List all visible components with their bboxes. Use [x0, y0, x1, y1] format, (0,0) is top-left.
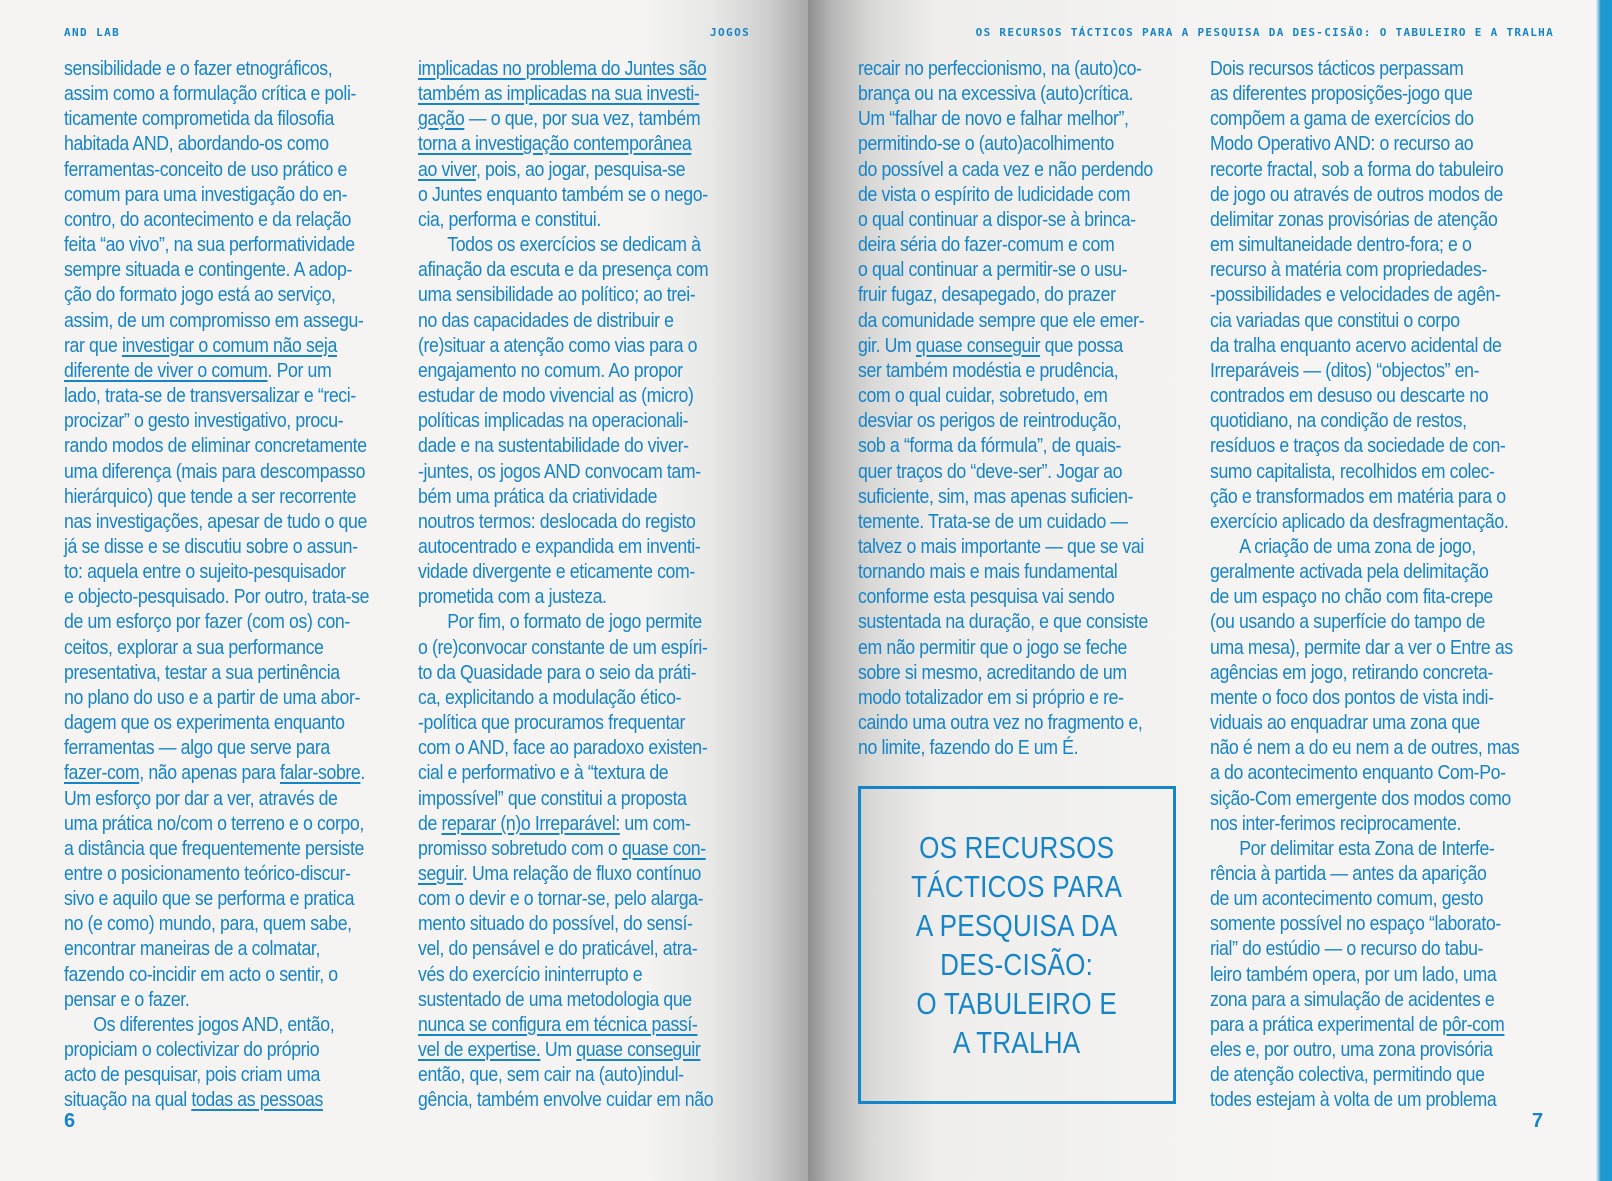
- text-line: gência, também envolve cuidar em não: [418, 1088, 714, 1112]
- underlined-phrase: torna a investigação contemporânea: [418, 132, 692, 156]
- text-line: tornando mais e mais fundamental: [858, 560, 1118, 584]
- text-line: com o AND, face ao paradoxo existen-: [418, 736, 708, 760]
- text-line: contro, do acontecimento e da relação: [64, 207, 351, 231]
- text-line: quotidiano, na condição de restos,: [1210, 409, 1467, 433]
- underlined-phrase: investigar o comum não seja: [121, 333, 337, 357]
- text-line: comum para uma investigação do en-: [64, 182, 348, 206]
- page-number-right: 7: [1532, 1110, 1544, 1132]
- section-title-line: A TRALHA: [953, 1025, 1081, 1060]
- text-line: em simultaneidade dentro-fora; e o: [1210, 233, 1472, 257]
- text-line: uma diferença (mais para descompasso: [64, 459, 366, 483]
- text-line: então, que, sem cair na (auto)indul-: [418, 1063, 684, 1087]
- text-run: .: [360, 761, 365, 785]
- text-line: engajamento no comum. Ao propor: [418, 358, 683, 382]
- text-line: [418, 131, 713, 156]
- text-line: compõem a gama de exercícios do: [1210, 107, 1474, 131]
- underlined-phrase: reparar (n)o Irreparável:: [441, 811, 620, 835]
- text-line: agências em jogo, retirando concreta-: [1210, 660, 1493, 684]
- section-title-line: TÁCTICOS PARA: [911, 869, 1123, 904]
- text-line: assim como a formulação crítica e poli-: [64, 82, 357, 106]
- text-line: de um acontecimento comum, gesto: [1210, 887, 1484, 911]
- text-line: a distância que frequentemente persiste: [64, 836, 364, 860]
- section-title: [911, 828, 1122, 1062]
- underlined-phrase: fazer-com: [64, 761, 140, 785]
- underlined-phrase: vel de expertise.: [418, 1038, 541, 1062]
- text-line: permitindo-se o (auto)acolhimento: [858, 132, 1114, 156]
- text-line: cia variadas que constitui o corpo: [1210, 308, 1460, 332]
- text-line: [418, 81, 713, 106]
- text-line: do possível a cada vez e não perdendo: [858, 157, 1153, 181]
- text-run: rar que: [64, 333, 122, 357]
- text-line: no plano do uso e a partir de uma abor-: [64, 685, 361, 709]
- text-run: , não apenas para: [139, 761, 280, 785]
- text-line: autocentrado e expandida em inventi-: [418, 534, 701, 558]
- text-line: sob a “forma da fórmula”, de quais-: [858, 434, 1122, 458]
- text-line: vidade divergente e eticamente com-: [418, 560, 695, 584]
- text-line: rial” do estúdio — o recurso do tabu-: [1210, 937, 1484, 961]
- text-line: propiciam o colectivizar do próprio: [64, 1038, 320, 1062]
- text-line: presentativa, testar a sua pertinência: [64, 660, 340, 684]
- text-run: de: [418, 811, 442, 835]
- text-line: geralmente activada pela delimitação: [1210, 560, 1489, 584]
- text-line: [64, 358, 369, 383]
- text-line: recair no perfeccionismo, na (auto)co-: [858, 57, 1142, 80]
- text-line: Um esforço por dar a ver, através de: [64, 786, 338, 810]
- text-line: Um “falhar de novo e falhar melhor”,: [858, 107, 1129, 131]
- text-line: noutros termos: deslocada do registo: [418, 509, 696, 533]
- text-line: da comunidade sempre que ele emer-: [858, 308, 1145, 332]
- text-line: eles e, por outro, uma zona provisória: [1210, 1038, 1493, 1062]
- text-line: sustentada na duração, e que consiste: [858, 610, 1148, 634]
- text-line: [1210, 1012, 1519, 1037]
- text-line: desviar os perigos de reintrodução,: [858, 409, 1122, 433]
- text-line: mente o foco dos pontos de vista indi-: [1210, 685, 1494, 709]
- text-line: quer traços do “deve-ser”. Jogar ao: [858, 459, 1123, 483]
- text-line: todes estejam à volta de um problema: [1210, 1088, 1497, 1112]
- text-line: talvez o mais importante — que se vai: [858, 534, 1144, 558]
- text-line: [418, 811, 713, 836]
- text-line: encontrar maneiras de a colmatar,: [64, 937, 320, 961]
- text-line: (ou usando a superfície do tampo de: [1210, 610, 1485, 634]
- text-line: sustentado de uma metodologia que: [418, 987, 692, 1011]
- text-line: já se disse e se discutiu sobre o assun-: [64, 534, 358, 558]
- text-line: viduais ao enquadrar uma zona que: [1210, 711, 1480, 735]
- text-line: uma mesa), permite dar a ver o Entre as: [1210, 635, 1513, 659]
- text-line: temente. Trata-se de um cuidado —: [858, 509, 1128, 533]
- text-line: dagem que os experimenta enquanto: [64, 711, 345, 735]
- text-line: Dois recursos tácticos perpassam: [1210, 57, 1464, 80]
- text-line: rência à partida — antes da aparição: [1210, 862, 1487, 885]
- underlined-phrase: ao viver: [418, 157, 476, 181]
- text-line: sempre situada e contingente. A adop-: [64, 258, 352, 282]
- text-line: dade e na sustentabilidade do viver-: [418, 434, 689, 458]
- text-column-1: [64, 56, 369, 1113]
- text-run: , pois, ao jogar, pesquisa-se: [475, 157, 686, 181]
- text-line: o Juntes enquanto também se o nego-: [418, 182, 708, 206]
- text-line: [418, 157, 713, 182]
- text-line: políticas implicadas na operacionali-: [418, 409, 689, 433]
- text-run: que possa: [1040, 333, 1123, 357]
- text-line: leiro também opera, por um lado, uma: [1210, 962, 1497, 986]
- text-line: vel, do pensável e do praticável, atra-: [418, 937, 698, 961]
- text-line: ca, explicitando a modulação ético-: [418, 685, 682, 709]
- text-run: promisso sobretudo com o: [418, 836, 622, 860]
- text-line: ção e transformados em matéria para o: [1210, 484, 1506, 508]
- text-run: . Por um: [267, 358, 332, 382]
- underlined-phrase: diferente de viver o comum: [64, 358, 268, 382]
- text-run: situação na qual: [64, 1088, 192, 1112]
- text-line: [858, 333, 1153, 358]
- text-line: ção do formato jogo está ao serviço,: [64, 283, 336, 307]
- text-line: [418, 1037, 713, 1062]
- text-run: — o que, por sua vez, também: [464, 107, 701, 131]
- text-line: habitada AND, abordando-os como: [64, 132, 329, 156]
- text-line: uma sensibilidade ao político; ao trei-: [418, 283, 696, 307]
- underlined-phrase: implicadas no problema do Juntes são: [418, 57, 707, 80]
- text-column-3: [858, 56, 1153, 760]
- text-line: em não permitir que o jogo se feche: [858, 635, 1128, 659]
- underlined-phrase: nunca se configura em técnica passí-: [418, 1012, 698, 1036]
- text-line: exercício aplicado da desfragmentação.: [1210, 509, 1509, 533]
- text-line: não é nem a do eu nem a de outres, mas: [1210, 736, 1520, 760]
- section-title-line: O TABULEIRO E: [916, 986, 1118, 1021]
- text-line: acto de pesquisar, pois criam uma: [64, 1063, 320, 1087]
- text-line: de um esforço por fazer (com os) con-: [64, 610, 350, 634]
- text-line: [418, 861, 713, 886]
- text-line: ferramentas — algo que serve para: [64, 736, 330, 760]
- text-line: uma prática no/com o terreno e o corpo,: [64, 811, 364, 835]
- underlined-phrase: falar-sobre: [279, 761, 361, 785]
- text-line: [64, 760, 369, 785]
- text-line: com o devir e o tornar-se, pelo alarga-: [418, 887, 704, 911]
- text-run: gir. Um: [858, 333, 916, 357]
- text-line: prometida com a justeza.: [418, 585, 607, 609]
- text-line: bém uma prática da criatividade: [418, 484, 658, 508]
- text-run: Um: [540, 1038, 577, 1062]
- text-run: . Uma relação de fluxo contínuo: [462, 862, 702, 885]
- underlined-phrase: seguir: [418, 862, 463, 885]
- text-run: para a prática experimental de: [1210, 1012, 1443, 1036]
- text-line: to da Quasidade para o seio da práti-: [418, 660, 697, 684]
- underlined-phrase: todas as pessoas: [191, 1088, 323, 1112]
- text-line: nas investigações, apesar de tudo o que: [64, 509, 367, 533]
- text-line: o qual continuar a permitir-se o usu-: [858, 258, 1128, 282]
- text-line: Irreparáveis — (ditos) “objectos” en-: [1210, 358, 1480, 382]
- section-title-line: DES-CISÃO:: [940, 947, 1094, 982]
- text-line: mento situado do possível, do sensí-: [418, 912, 693, 936]
- page-number-left: 6: [64, 1110, 76, 1132]
- text-line: procizar” o gesto investigativo, procu-: [64, 409, 344, 433]
- underlined-phrase: gação: [418, 107, 465, 131]
- text-line: vés do exercício ininterrupto e: [418, 962, 643, 986]
- text-run: um com-: [619, 811, 691, 835]
- text-line: e objecto-pesquisado. Por outro, trata-se: [64, 585, 370, 609]
- text-line: [418, 56, 713, 81]
- running-head-chapter: OS RECURSOS TÁCTICOS PARA A PESQUISA DA DES-CISÃO: O TABULEIRO E A TRALHA: [975, 26, 1554, 39]
- text-line: da tralha enquanto acervo acidental de: [1210, 333, 1502, 357]
- text-line: nos inter-ferimos reciprocamente.: [1210, 811, 1462, 835]
- running-head-left: AND LAB: [64, 26, 121, 39]
- text-line: [64, 1087, 369, 1112]
- text-line: sumo capitalista, recolhidos em colec-: [1210, 459, 1495, 483]
- text-line: estudar de modo vivencial as (micro): [418, 384, 694, 408]
- text-line: as diferentes proposições-jogo que: [1210, 82, 1473, 106]
- text-line: ceitos, explorar a sua performance: [64, 635, 324, 659]
- text-line: cial e performativo e à “textura de: [418, 761, 669, 785]
- text-line: Os diferentes jogos AND, então,: [93, 1012, 335, 1036]
- text-line: impossível” que constitui a proposta: [418, 786, 687, 810]
- text-line: o qual continuar a dispor-se à brinca-: [858, 207, 1136, 231]
- text-line: (re)situar a atenção como vias para o: [418, 333, 698, 357]
- text-line: to: aquela entre o sujeito-pesquisador: [64, 560, 346, 584]
- text-line: de jogo ou através de outros modos de: [1210, 182, 1503, 206]
- text-line: deira séria do fazer-comum e com: [858, 233, 1115, 257]
- text-line: de vista o espírito de ludicidade com: [858, 182, 1131, 206]
- text-line: hierárquico) que tende a ser recorrente: [64, 484, 357, 508]
- text-line: feita “ao vivo”, na sua performatividade: [64, 233, 355, 257]
- text-line: ferramentas-conceito de uso prático e: [64, 157, 347, 181]
- text-line: de atenção colectiva, permitindo que: [1210, 1063, 1485, 1087]
- text-line: somente possível no espaço “laborato-: [1210, 912, 1501, 936]
- text-line: -juntes, os jogos AND convocam tam-: [418, 459, 701, 483]
- text-line: A criação de uma zona de jogo,: [1239, 534, 1476, 558]
- text-line: fruir fugaz, desapegado, do prazer: [858, 283, 1116, 307]
- text-line: lado, trata-se de transversalizar e “reci-: [64, 384, 356, 408]
- text-line: contrados em desuso ou descarte no: [1210, 384, 1489, 408]
- text-line: o (re)convocar constante de um espíri-: [418, 635, 708, 659]
- text-line: Por fim, o formato de jogo permite: [447, 610, 702, 634]
- text-line: fazendo co-incidir em acto o sentir, o: [64, 962, 338, 986]
- text-line: zona para a simulação de acidentes e: [1210, 987, 1495, 1011]
- section-title-box: [858, 786, 1176, 1104]
- text-line: de um espaço no chão com fita-crepe: [1210, 585, 1493, 609]
- text-line: delimitar zonas provisórias de atenção: [1210, 207, 1498, 231]
- text-line: -possibilidades e velocidades de agên-: [1210, 283, 1501, 307]
- text-line: Modo Operativo AND: o recurso ao: [1210, 132, 1474, 156]
- text-line: cia, performa e constitui.: [418, 207, 601, 231]
- text-line: suficiente, sim, mas apenas suficien-: [858, 484, 1134, 508]
- text-line: recorte fractal, sob a forma do tabuleiro: [1210, 157, 1504, 181]
- text-column-2: [418, 56, 713, 1113]
- section-title-line: OS RECURSOS: [919, 830, 1115, 865]
- text-line: ticamente comprometida da filosofia: [64, 107, 334, 131]
- underlined-phrase: quase conseguir: [915, 333, 1041, 357]
- text-line: [64, 333, 369, 358]
- text-line: sivo e aquilo que se performa e pratica: [64, 887, 355, 911]
- text-column-4: [1210, 56, 1519, 1113]
- text-line: caindo uma outra vez no fragmento e,: [858, 711, 1143, 735]
- text-line: Por delimitar esta Zona de Interfe-: [1239, 836, 1495, 860]
- text-line: brança ou na excessiva (auto)crítica.: [858, 82, 1134, 106]
- text-line: recurso à matéria com propriedades-: [1210, 258, 1487, 282]
- running-head-section: JOGOS: [710, 26, 751, 39]
- text-line: a do acontecimento enquanto Com-Po-: [1210, 761, 1506, 785]
- underlined-phrase: quase con-: [621, 836, 706, 860]
- text-line: entre o posicionamento teórico-discur-: [64, 862, 351, 885]
- text-line: pensar e o fazer.: [64, 987, 190, 1011]
- text-line: [418, 106, 713, 131]
- text-line: sensibilidade e o fazer etnográficos,: [64, 57, 333, 80]
- text-line: no (e como) mundo, para, quem sabe,: [64, 912, 352, 936]
- text-line: Todos os exercícios se dedicam à: [447, 233, 701, 257]
- text-line: com o qual cuidar, sobretudo, em: [858, 384, 1108, 408]
- text-line: ser também modéstia e prudência,: [858, 358, 1119, 382]
- text-line: resíduos e traços da sociedade de con-: [1210, 434, 1506, 458]
- underlined-phrase: pôr-com: [1442, 1012, 1505, 1036]
- text-line: [418, 1012, 713, 1037]
- section-title-line: A PESQUISA DA: [916, 908, 1118, 943]
- text-line: modo totalizador em si próprio e re-: [858, 685, 1124, 709]
- text-line: -política que procuramos frequentar: [418, 711, 686, 735]
- text-line: assim, de um compromisso em assegu-: [64, 308, 364, 332]
- text-line: conforme esta pesquisa vai sendo: [858, 585, 1115, 609]
- text-line: sição-Com emergente dos modos como: [1210, 786, 1511, 810]
- text-line: no limite, fazendo do E um É.: [858, 736, 1079, 760]
- text-line: rando modos de eliminar concretamente: [64, 434, 367, 458]
- text-line: afinação da escuta e da presença com: [418, 258, 709, 282]
- text-line: sobre si mesmo, acreditando de um: [858, 660, 1127, 684]
- text-line: no das capacidades de distribuir e: [418, 308, 674, 332]
- underlined-phrase: quase conseguir: [576, 1038, 701, 1062]
- text-line: [418, 836, 713, 861]
- underlined-phrase: também as implicadas na sua investi-: [418, 82, 700, 106]
